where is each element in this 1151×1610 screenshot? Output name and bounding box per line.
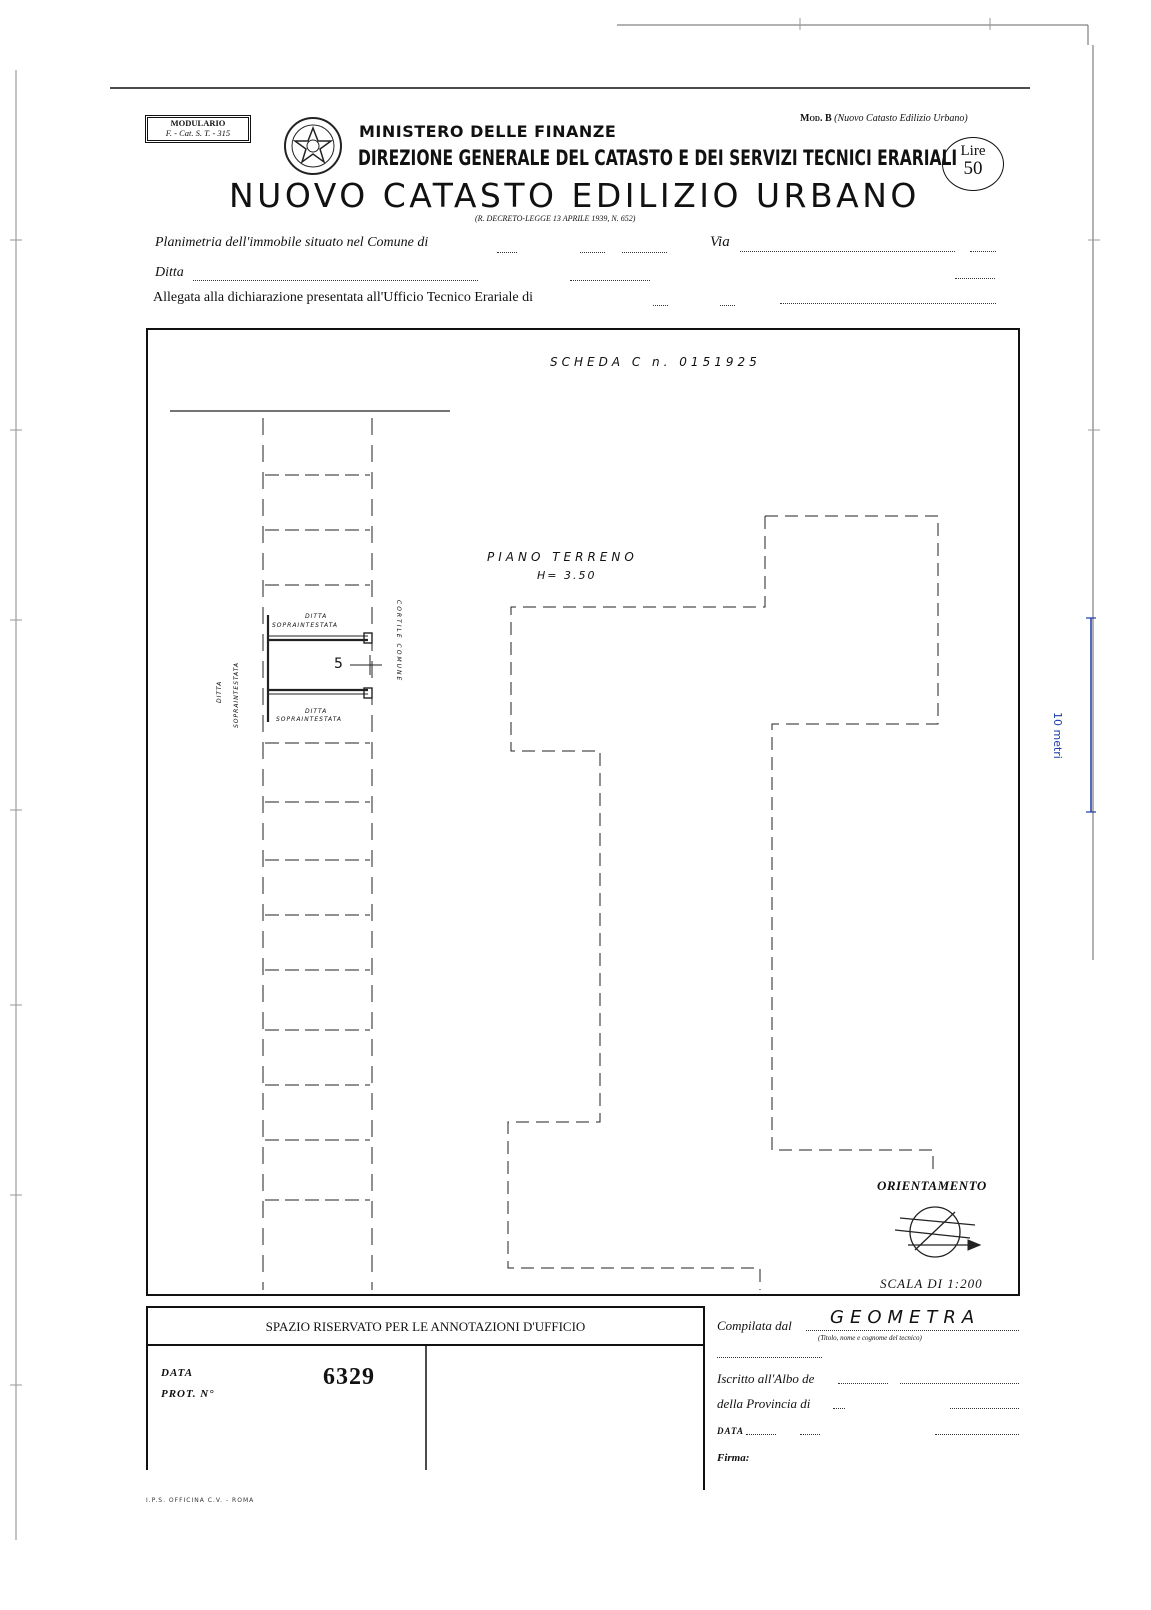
provincia-label: della Provincia di: [717, 1396, 811, 1411]
soprintestata-top-label: SOPRAINTESTATA: [272, 622, 338, 629]
compilata-field-2: [717, 1357, 822, 1358]
decree-reference: (R. DECRETO-LEGGE 13 APRILE 1939, N. 652): [475, 214, 636, 223]
unit-number: 5: [334, 656, 343, 672]
date-field-3: [935, 1434, 1019, 1435]
printer-credit: I.P.S. OFFICINA C.V. - ROMA: [146, 1497, 255, 1504]
modulario-label: MODULARIO: [170, 118, 226, 128]
via-label: Via: [710, 234, 730, 250]
protocol-number: 6329: [323, 1364, 375, 1390]
iscritto-label: Iscritto all'Albo de: [717, 1371, 815, 1386]
modulario-code: F. - Cat. S. T. - 315: [165, 128, 231, 138]
ditta-top-label: DITTA: [305, 613, 328, 620]
compilata-value: GEOMETRA: [830, 1307, 981, 1328]
mod-b-note: (Nuovo Catasto Edilizio Urbano): [834, 113, 968, 124]
provincia-field-2: [950, 1408, 1019, 1409]
date-field: [746, 1434, 776, 1435]
direction-name: DIREZIONE GENERALE DEL CATASTO E DEI SERVIZI TECNICI ERARIALI: [358, 146, 958, 170]
scale-label: SCALA DI 1:200: [880, 1276, 983, 1291]
stamp-label: Lire: [960, 143, 986, 159]
allegata-label: Allegata alla dichiarazione presentata all'Ufficio Tecnico Erariale di: [153, 290, 534, 305]
scale-bar-label: 10 metri: [1051, 712, 1064, 759]
height-label: H= 3.50: [537, 569, 597, 582]
compilata-label: Compilata dal: [717, 1318, 792, 1333]
document-title: NUOVO CATASTO EDILIZIO URBANO: [229, 176, 920, 215]
planimetria-label: Planimetria dell'immobile situato nel Comune di: [155, 235, 429, 250]
soprintestata-bottom-label: SOPRAINTESTATA: [276, 716, 342, 723]
provincia-field: [833, 1408, 845, 1409]
reserved-area-title: SPAZIO RISERVATO PER LE ANNOTAZIONI D'UFFICIO: [265, 1319, 586, 1334]
compilation-data-label: DATA: [717, 1426, 745, 1436]
titolo-note: (Titolo, nome e cognome del tecnico): [818, 1334, 922, 1342]
firma-label: Firma:: [717, 1452, 750, 1464]
soprintestata-left-label: SOPRAINTESTATA: [233, 662, 240, 728]
iscritto-field: [838, 1383, 888, 1384]
cortile-comune-label: CORTILE COMUNE: [395, 600, 402, 683]
mod-b-label: Mod. B: [800, 113, 832, 124]
scheda-label: SCHEDA C n. 0151925: [550, 355, 761, 369]
ditta-label: Ditta: [155, 265, 184, 280]
stamp-value: 50: [963, 158, 983, 179]
ditta-left-label: DITTA: [216, 680, 223, 703]
office-data-label: DATA: [161, 1367, 194, 1379]
floor-label: PIANO TERRENO: [487, 550, 638, 564]
iscritto-field-2: [900, 1383, 1019, 1384]
ministry-name: MINISTERO DELLE FINANZE: [359, 122, 617, 141]
date-field-2: [800, 1434, 820, 1435]
compilata-field: [806, 1330, 1019, 1331]
office-prot-label: PROT. N°: [161, 1388, 215, 1400]
orientamento-label: ORIENTAMENTO: [877, 1178, 987, 1193]
ditta-bottom-label: DITTA: [305, 708, 328, 715]
